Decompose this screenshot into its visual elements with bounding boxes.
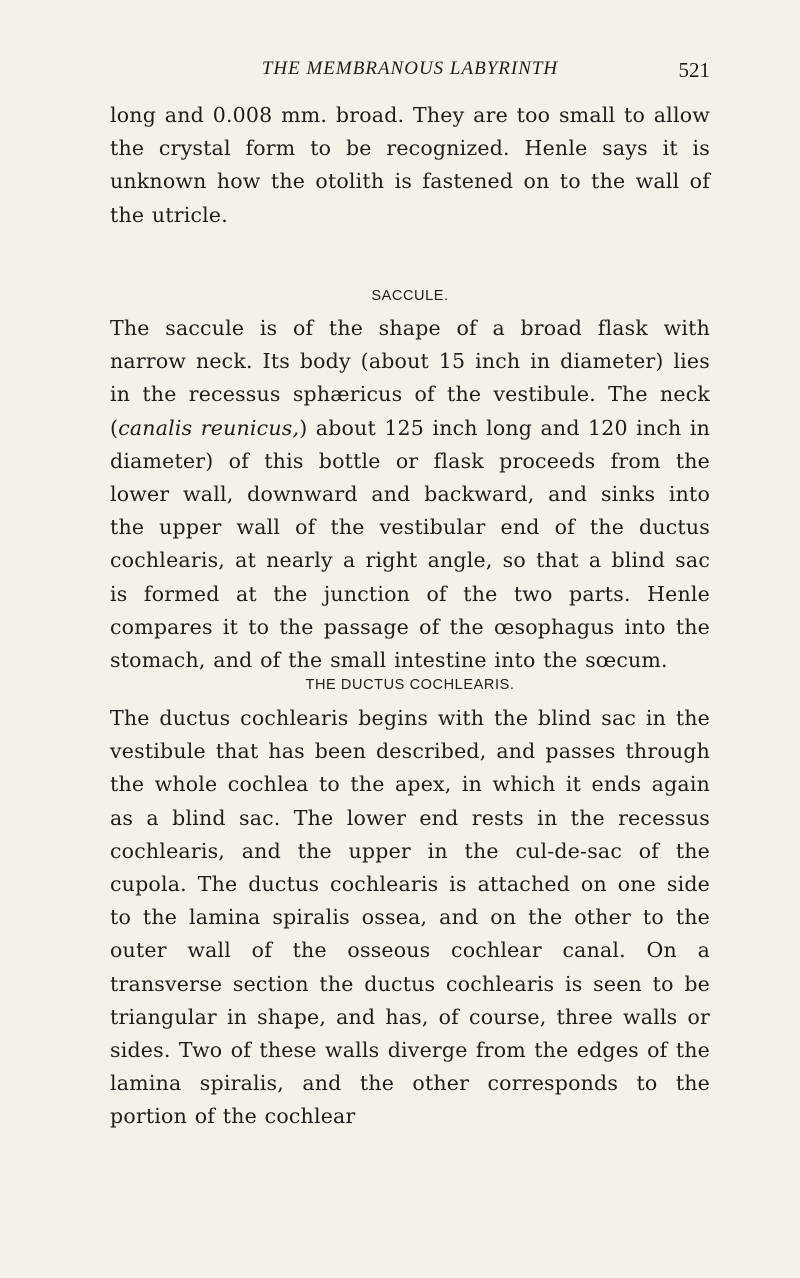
page-number: 521 — [678, 58, 710, 82]
paragraph-text: The ductus cochlearis begins with the blind sac in the vestibule that has been described, and passes through the whole cochlea to the apex, in which it ends again as a blind sac. The lower end rests in the recessus cochlearis, and the upper in the cul-de-sac of the cupola. The ductus cochlearis is attached on one side to the lamina spiralis ossea, and on the other to the outer wall of the osseous cochlear canal. On a transverse section the ductus cochlearis is seen to be triangular in shape, and has, of course, three walls or sides. Two of these walls diverge from the edges of the lamina spiralis, and the other corresponds to the portion of the cochlear — [110, 706, 710, 1129]
text-run: The saccule is of the shape of a broad flask with narrow neck. Its body (about 15 inch in diameter) lies in the recessus sphæricus of the vestibule. The neck ( — [110, 316, 710, 440]
section-heading-saccule: SACCULE. — [371, 288, 449, 304]
running-title: THE MEMBRANOUS LABYRINTH — [261, 58, 559, 79]
paragraph-text — [110, 312, 710, 677]
section-heading-ductus: THE DUCTUS COCHLEARIS. — [305, 677, 515, 693]
paragraph-saccule — [110, 312, 710, 677]
paragraph-continued — [110, 99, 710, 232]
paragraph-text: long and 0.008 mm. broad. They are too small to allow the crystal form to be recognized. Henle says it is unknown how the otolith is fastened on to the wall of the utricle. — [110, 103, 710, 227]
paragraph-ductus — [110, 702, 710, 1134]
text-run: ) about 125 inch long and 120 inch in diameter) of this bottle or flask proceeds from the lower wall, downward and backward, and sinks into the upper wall of the vestibular end of the ductus cochlearis, at nearly a right angle, so that a blind sac is formed at the junction of the two parts. Henle compares it to the passage of the œsophagus into the stomach, and of the small intestine into the sœcum. — [110, 415, 710, 673]
running-head — [110, 58, 710, 88]
italic-term: canalis reunicus, — [118, 415, 300, 440]
